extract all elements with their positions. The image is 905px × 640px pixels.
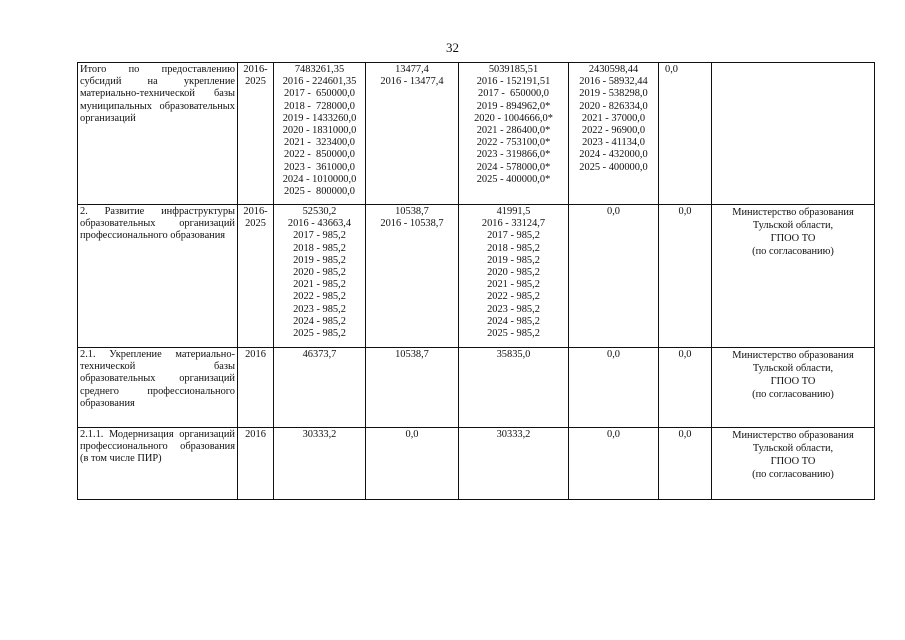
table-row bbox=[78, 428, 875, 500]
local-funding-cell bbox=[569, 428, 659, 500]
cell-line: 2020 - 1004666,0* bbox=[474, 112, 553, 124]
local-funding-cell bbox=[569, 348, 659, 428]
cell-line: 2016 - 33124,7 bbox=[481, 218, 546, 230]
cell-line: 2021 - 985,2 bbox=[487, 279, 540, 291]
cell-line: 2018 - 728000,0 bbox=[284, 100, 355, 112]
cell-line: 0,0 bbox=[607, 349, 620, 360]
cell-line: 2020 - 826334,0 bbox=[579, 100, 648, 112]
cell-line: 2016 - 10538,7 bbox=[380, 218, 444, 230]
cell-line: (по согласованию) bbox=[752, 469, 834, 480]
cell-line: 0,0 bbox=[607, 429, 620, 440]
cell-line: 2025 - 985,2 bbox=[293, 328, 346, 340]
cell-line: 2017 - 985,2 bbox=[487, 230, 540, 242]
regional-funding-cell bbox=[459, 205, 569, 348]
cell-line: 2019 - 538298,0 bbox=[579, 88, 648, 100]
cell-line: 30333,2 bbox=[496, 429, 531, 440]
table-row bbox=[78, 348, 875, 428]
cell-line: 2019 - 985,2 bbox=[293, 254, 346, 266]
activity-name-cell: 2. Развитие инфраструктуры образовательных организаций профессионального образования bbox=[78, 205, 238, 348]
cell-line: 2019 - 1433260,0 bbox=[282, 112, 357, 124]
cell-line: 2020 - 1831000,0 bbox=[282, 125, 357, 137]
regional-funding-cell bbox=[459, 63, 569, 205]
cell-line: 2018 - 985,2 bbox=[293, 242, 346, 254]
cell-line: 52530,2 bbox=[302, 206, 337, 217]
cell-line: 10538,7 bbox=[395, 349, 429, 360]
cell-line: 13477,4 bbox=[395, 64, 429, 75]
period-cell: 2016 bbox=[238, 428, 274, 500]
federal-funding-cell bbox=[366, 348, 459, 428]
responsible-cell bbox=[712, 348, 875, 428]
cell-line: ГПОО ТО bbox=[770, 376, 816, 387]
cell-line: 2430598,44 bbox=[588, 64, 639, 75]
cell-line: ГПОО ТО bbox=[770, 233, 816, 244]
cell-line: 2021 - 286400,0* bbox=[476, 125, 551, 137]
cell-line: 35835,0 bbox=[496, 349, 531, 360]
responsible-cell bbox=[712, 205, 875, 348]
cell-line: 2024 - 985,2 bbox=[487, 315, 540, 327]
cell-line: 2021 - 323400,0 bbox=[284, 137, 355, 149]
cell-line: 5039185,51 bbox=[488, 64, 539, 75]
activity-name-cell: Итого по предоставлению субсидий на укрепление материально-технической базы муниципальных образовательных организаций bbox=[78, 63, 238, 205]
cell-line: 2022 - 985,2 bbox=[293, 291, 346, 303]
cell-line: 2023 - 41134,0 bbox=[582, 137, 645, 149]
cell-line: 30333,2 bbox=[302, 429, 337, 440]
cell-line: Тульской области, bbox=[752, 443, 834, 454]
cell-line: 2017 - 650000,0 bbox=[478, 88, 549, 100]
cell-line: 2020 - 985,2 bbox=[293, 267, 346, 279]
regional-funding-cell bbox=[459, 348, 569, 428]
local-funding-cell bbox=[569, 63, 659, 205]
cell-line: 2025 - 985,2 bbox=[487, 328, 540, 340]
cell-line: 0,0 bbox=[678, 429, 692, 440]
period-cell: 2016-2025 bbox=[238, 205, 274, 348]
cell-line: 2016 - 58932,44 bbox=[579, 76, 648, 88]
activity-name-cell: 2.1.1. Модернизация организаций профессионального образования (в том числе ПИР) bbox=[78, 428, 238, 500]
cell-line: 2022 - 985,2 bbox=[487, 291, 540, 303]
cell-line: 2016 - 13477,4 bbox=[380, 76, 444, 88]
table-row bbox=[78, 205, 875, 348]
cell-line: 2024 - 1010000,0 bbox=[282, 173, 357, 185]
total-funding-cell bbox=[274, 348, 366, 428]
cell-line: 2022 - 850000,0 bbox=[284, 149, 355, 161]
budget-table bbox=[77, 62, 875, 500]
cell-line: Тульской области, bbox=[752, 220, 834, 231]
cell-line: 2023 - 361000,0 bbox=[284, 161, 355, 173]
cell-line: Тульской области, bbox=[752, 363, 834, 374]
cell-line: 2024 - 578000,0* bbox=[476, 161, 551, 173]
cell-line: (по согласованию) bbox=[752, 246, 834, 257]
extra-funding-cell bbox=[659, 428, 712, 500]
cell-line: 2019 - 985,2 bbox=[487, 254, 540, 266]
cell-line: 2020 - 985,2 bbox=[487, 267, 540, 279]
responsible-cell bbox=[712, 63, 875, 205]
cell-line: 2017 - 985,2 bbox=[293, 230, 346, 242]
activity-name-cell: 2.1. Укрепление материально-технической базы образовательных организаций среднего профессионального образования bbox=[78, 348, 238, 428]
cell-line: 2022 - 96900,0 bbox=[581, 125, 646, 137]
cell-line: 2023 - 985,2 bbox=[293, 303, 346, 315]
local-funding-cell bbox=[569, 205, 659, 348]
cell-line: 2023 - 319866,0* bbox=[476, 149, 551, 161]
total-funding-cell bbox=[274, 63, 366, 205]
cell-line: 7483261,35 bbox=[294, 64, 345, 75]
period-cell: 2016 bbox=[238, 348, 274, 428]
page-number: 32 bbox=[446, 40, 459, 55]
extra-funding-cell bbox=[659, 348, 712, 428]
cell-line: 2016 - 224601,35 bbox=[282, 76, 357, 88]
cell-line: 0,0 bbox=[678, 349, 692, 360]
cell-line: 46373,7 bbox=[302, 349, 337, 360]
cell-line: 2025 - 400000,0 bbox=[579, 161, 648, 173]
cell-line: 0,0 bbox=[665, 64, 678, 75]
cell-line: 2025 - 400000,0* bbox=[476, 173, 551, 185]
cell-line: 2025 - 800000,0 bbox=[284, 186, 355, 198]
cell-line: 0,0 bbox=[607, 206, 620, 217]
federal-funding-cell bbox=[366, 63, 459, 205]
cell-line: 2017 - 650000,0 bbox=[284, 88, 355, 100]
cell-line: 2021 - 985,2 bbox=[293, 279, 346, 291]
cell-line: 2021 - 37000,0 bbox=[581, 112, 646, 124]
cell-line: 2023 - 985,2 bbox=[487, 303, 540, 315]
total-funding-cell bbox=[274, 205, 366, 348]
regional-funding-cell bbox=[459, 428, 569, 500]
cell-line: 10538,7 bbox=[395, 206, 429, 217]
cell-line: Министерство образования bbox=[732, 350, 854, 361]
cell-line: (по согласованию) bbox=[752, 389, 834, 400]
extra-funding-cell bbox=[659, 205, 712, 348]
cell-line: 41991,5 bbox=[496, 206, 531, 217]
cell-line: 2018 - 985,2 bbox=[487, 242, 540, 254]
cell-line: 0,0 bbox=[678, 206, 692, 217]
cell-line: 2019 - 894962,0* bbox=[476, 100, 551, 112]
federal-funding-cell bbox=[366, 205, 459, 348]
cell-line: 2024 - 432000,0 bbox=[579, 149, 648, 161]
period-cell: 2016-2025 bbox=[238, 63, 274, 205]
cell-line: ГПОО ТО bbox=[770, 456, 816, 467]
table-row bbox=[78, 63, 875, 205]
responsible-cell bbox=[712, 428, 875, 500]
federal-funding-cell bbox=[366, 428, 459, 500]
cell-line: 2024 - 985,2 bbox=[293, 315, 346, 327]
cell-line: 0,0 bbox=[405, 429, 419, 440]
total-funding-cell bbox=[274, 428, 366, 500]
cell-line: 2022 - 753100,0* bbox=[476, 137, 551, 149]
extra-funding-cell bbox=[659, 63, 712, 205]
cell-line: 2016 - 152191,51 bbox=[476, 76, 551, 88]
cell-line: 2016 - 43663,4 bbox=[287, 218, 352, 230]
cell-line: Министерство образования bbox=[732, 430, 854, 441]
cell-line: Министерство образования bbox=[732, 207, 854, 218]
